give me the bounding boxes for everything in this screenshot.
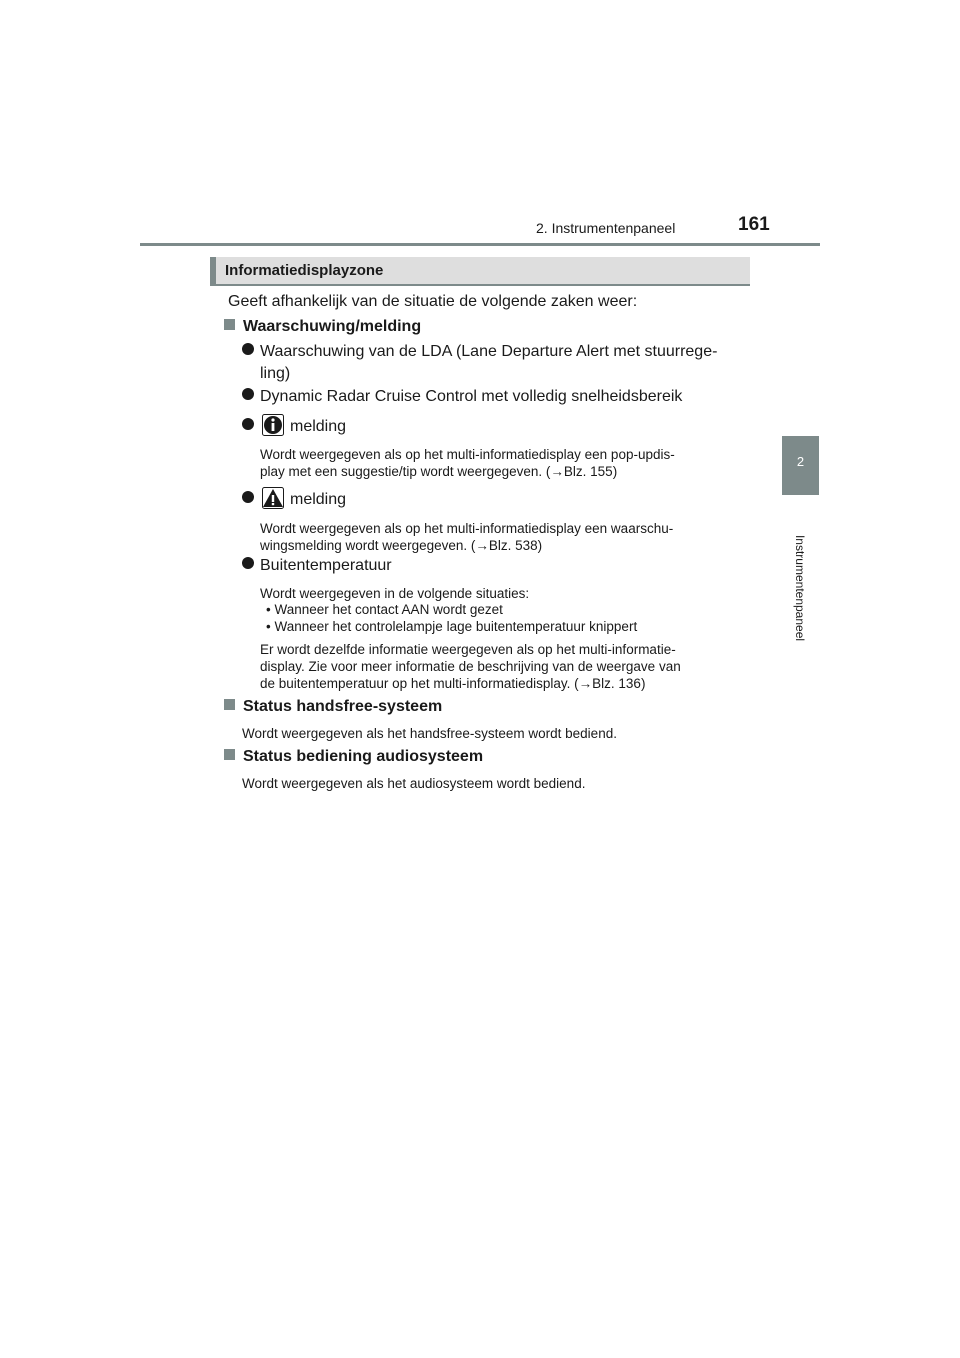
header-divider <box>140 243 820 246</box>
note-line: de buitentemperatuur op het multi-informatiedisplay. (→Blz. 136) <box>260 676 646 691</box>
note-line: Wordt weergegeven als het audiosysteem wordt bediend. <box>242 776 586 791</box>
section-intro: Geeft afhankelijk van de situatie de volgende zaken weer: <box>228 293 638 310</box>
list-item-text: Waarschuwing van de LDA (Lane Departure Alert met stuurrege- <box>260 343 718 360</box>
subheading-handsfree-label: Status handsfree-systeem <box>243 698 443 715</box>
list-item <box>242 340 717 363</box>
note-line: Wordt weergegeven als op het multi-informatiedisplay een pop-updis- <box>260 447 675 462</box>
bullet-icon <box>242 557 254 569</box>
bullet-icon <box>242 388 254 400</box>
chapter-title: 2. Instrumentenpaneel <box>536 220 676 236</box>
note-line: play met een suggestie/tip wordt weergegeven. (→Blz. 155) <box>260 464 618 479</box>
bullet-icon <box>242 343 254 355</box>
list-item <box>242 554 392 577</box>
list-item-continuation: ling) <box>260 365 291 382</box>
warning-triangle-icon <box>262 487 284 509</box>
info-icon <box>262 414 284 436</box>
subheading-warning <box>224 318 421 336</box>
section-title: Informatiedisplayzone <box>225 262 384 279</box>
bullet-icon <box>242 491 254 503</box>
subheading-handsfree <box>224 698 442 716</box>
note-line: wingsmelding wordt weergegeven. (→Blz. 538) <box>260 538 543 553</box>
note-line: Er wordt dezelfde informatie weergegeven als op het multi-informatie- <box>260 642 676 657</box>
note-line: display. Zie voor meer informatie de beschrijving van de weergave van <box>260 659 681 674</box>
note-subitem: • Wanneer het controlelampje lage buitentemperatuur knippert <box>266 619 638 634</box>
chapter-tab <box>782 436 819 495</box>
square-bullet-icon <box>224 319 235 330</box>
page-number: 161 <box>738 214 770 235</box>
list-item-text: melding <box>290 418 347 435</box>
chapter-tab-label: Instrumentenpaneel <box>793 534 807 642</box>
section-title-accent <box>210 257 216 286</box>
subheading-audio-label: Status bediening audiosysteem <box>243 748 484 765</box>
list-item <box>242 414 346 438</box>
square-bullet-icon <box>224 749 235 760</box>
list-item-text: Dynamic Radar Cruise Control met volledig snelheidsbereik <box>260 388 683 405</box>
section-title-bar <box>210 257 750 286</box>
subheading-warning-label: Waarschuwing/melding <box>243 318 422 335</box>
note-line: Wordt weergegeven in de volgende situaties: <box>260 586 530 601</box>
note-subitem: • Wanneer het contact AAN wordt gezet <box>266 602 503 617</box>
list-item <box>242 487 346 511</box>
note-line: Wordt weergegeven als op het multi-informatiedisplay een waarschu- <box>260 521 674 536</box>
list-item <box>242 385 682 408</box>
list-item-text: melding <box>290 491 347 508</box>
subheading-audio <box>224 748 483 766</box>
list-item-text: Buitentemperatuur <box>260 557 392 574</box>
bullet-icon <box>242 418 254 430</box>
square-bullet-icon <box>224 699 235 710</box>
note-line: Wordt weergegeven als het handsfree-systeem wordt bediend. <box>242 726 617 741</box>
chapter-tab-number: 2 <box>796 454 805 469</box>
